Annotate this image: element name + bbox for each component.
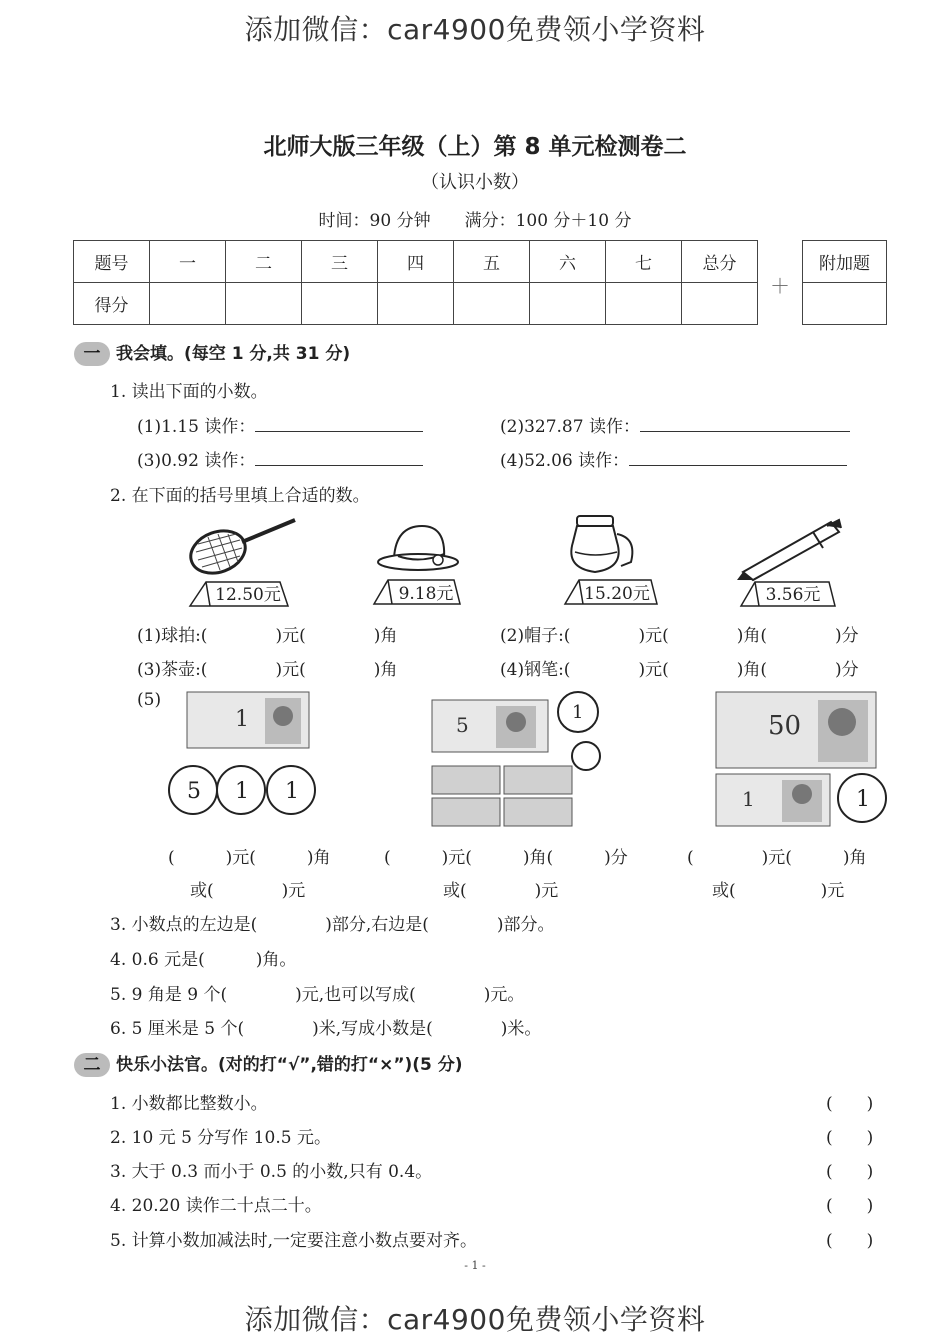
svg-text:1: 1 <box>285 779 299 804</box>
score-row-label: 得分 <box>74 283 150 325</box>
score-header: 六 <box>530 241 606 283</box>
q6: 6. 5 厘米是 5 个( )米,写成小数是( )米。 <box>110 1019 542 1039</box>
q2-stem: 2. 在下面的括号里填上合适的数。 <box>110 486 370 506</box>
section-1-heading <box>74 339 350 366</box>
teapot-price: 15.20元 <box>584 584 650 604</box>
q2-row-2: (2)帽子:( )元( )角( )分 <box>500 626 859 646</box>
score-cell[interactable] <box>226 283 302 325</box>
judge-item: 1. 小数都比整数小。 <box>110 1094 268 1114</box>
q4: 4. 0.6 元是( )角。 <box>110 950 297 970</box>
score-header: 二 <box>226 241 302 283</box>
score-cell[interactable] <box>302 283 378 325</box>
score-header: 总分 <box>682 241 758 283</box>
section-2-number: 二 <box>74 1053 110 1077</box>
score-header: 五 <box>454 241 530 283</box>
judge-item: 3. 大于 0.3 而小于 0.5 的小数,只有 0.4。 <box>110 1162 433 1182</box>
hat-picture <box>370 518 470 610</box>
score-cell[interactable] <box>150 283 226 325</box>
money-group-3-picture <box>712 690 897 830</box>
section-2-heading <box>74 1050 463 1077</box>
judge-answer-box[interactable]: ( ) <box>826 1128 874 1148</box>
score-cell[interactable] <box>530 283 606 325</box>
judge-item: 5. 计算小数加减法时,一定要注意小数点要对齐。 <box>110 1231 478 1251</box>
q2-5-or-2: 或( )元 <box>443 881 559 901</box>
racket-picture <box>180 512 310 610</box>
q1-item-4: (4)52.06 读作： <box>500 446 847 471</box>
svg-text:1: 1 <box>742 787 755 811</box>
q1-item-1: (1)1.15 读作： <box>137 412 423 437</box>
money-group-2-picture <box>430 690 610 830</box>
score-header: 题号 <box>74 241 150 283</box>
page-subtitle: （认识小数） <box>421 172 529 193</box>
time-info: 时间：90 分钟 满分：100 分＋10 分 <box>318 211 632 231</box>
q2-5-answer-3: ( )元( )角 <box>687 848 867 868</box>
plus-sign: ＋ <box>770 274 790 298</box>
teapot-picture <box>555 512 665 610</box>
q2-5-answer-1: ( )元( )角 <box>168 848 331 868</box>
score-header: 四 <box>378 241 454 283</box>
q2-row-4: (4)钢笔:( )元( )角( )分 <box>500 660 859 680</box>
q2-5-answer-2: ( )元( )角( )分 <box>384 848 628 868</box>
judge-item: 2. 10 元 5 分写作 10.5 元。 <box>110 1128 331 1148</box>
answer-line[interactable] <box>255 451 423 466</box>
watermark-bottom: 添加微信：car4900免费领小学资料 <box>244 1303 706 1336</box>
racket-price: 12.50元 <box>215 585 281 605</box>
watermark-top: 添加微信：car4900免费领小学资料 <box>244 13 706 46</box>
svg-text:1: 1 <box>856 787 870 812</box>
section-1-number: 一 <box>74 342 110 366</box>
q2-row-1: (1)球拍:( )元( )角 <box>137 626 398 646</box>
q1-item-2: (2)327.87 读作： <box>500 412 850 437</box>
q3: 3. 小数点的左边是( )部分,右边是( )部分。 <box>110 915 555 935</box>
svg-text:1: 1 <box>235 707 249 732</box>
answer-line[interactable] <box>640 417 850 432</box>
judge-answer-box[interactable]: ( ) <box>826 1094 874 1114</box>
judge-item: 4. 20.20 读作二十点二十。 <box>110 1196 322 1216</box>
score-cell[interactable] <box>682 283 758 325</box>
q2-5-or-1: 或( )元 <box>190 881 306 901</box>
answer-line[interactable] <box>629 451 847 466</box>
judge-answer-box[interactable]: ( ) <box>826 1196 874 1216</box>
bonus-header: 附加题 <box>803 241 887 283</box>
bonus-cell[interactable] <box>803 283 887 325</box>
q2-5-or-3: 或( )元 <box>712 881 845 901</box>
page-title: 北师大版三年级（上）第 8 单元检测卷二 <box>263 134 687 160</box>
pen-picture <box>735 514 850 608</box>
q1-item-3: (3)0.92 读作： <box>137 446 423 471</box>
judge-answer-box[interactable]: ( ) <box>826 1231 874 1251</box>
score-header: 三 <box>302 241 378 283</box>
q2-row-5-label: (5) <box>137 690 162 710</box>
answer-line[interactable] <box>255 417 423 432</box>
section-2-title: 快乐小法官。(对的打“√”,错的打“×”)(5 分) <box>116 1055 463 1075</box>
svg-text:1: 1 <box>235 779 249 804</box>
score-cell[interactable] <box>454 283 530 325</box>
q5: 5. 9 角是 9 个( )元,也可以写成( )元。 <box>110 985 525 1005</box>
q2-row-3: (3)茶壶:( )元( )角 <box>137 660 398 680</box>
svg-text:5: 5 <box>456 713 469 737</box>
bonus-table <box>802 240 887 325</box>
pen-price: 3.56元 <box>765 585 821 605</box>
judge-answer-box[interactable]: ( ) <box>826 1162 874 1182</box>
score-cell[interactable] <box>606 283 682 325</box>
score-table <box>73 240 758 325</box>
score-cell[interactable] <box>378 283 454 325</box>
money-group-1-picture <box>165 690 335 825</box>
hat-price: 9.18元 <box>398 584 454 604</box>
q1-stem: 1. 读出下面的小数。 <box>110 382 268 402</box>
score-header: 一 <box>150 241 226 283</box>
page-number: - 1 - <box>464 1259 486 1272</box>
score-header: 七 <box>606 241 682 283</box>
section-1-title: 我会填。(每空 1 分,共 31 分) <box>116 344 351 364</box>
svg-text:50: 50 <box>768 711 802 741</box>
svg-text:1: 1 <box>572 702 584 723</box>
svg-text:5: 5 <box>187 779 201 804</box>
